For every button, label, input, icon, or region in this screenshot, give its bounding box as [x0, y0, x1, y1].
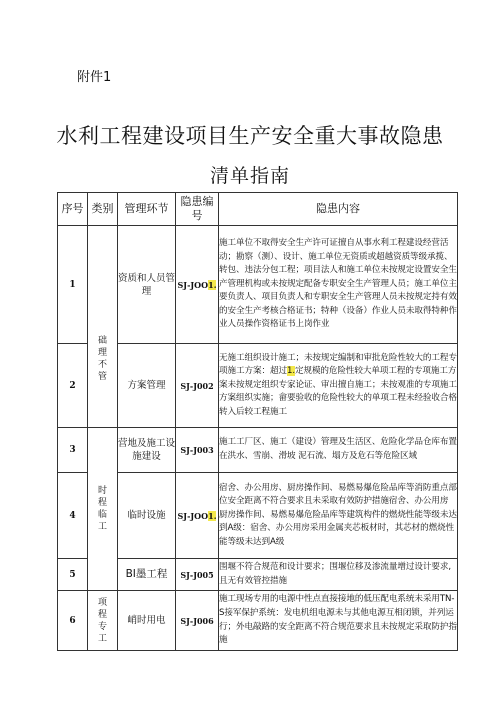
hazard-content: 施工单位不取得安全生产许可证擅自从事水利工程建设经营活动；勘察（测）、设计、施工单位无资质或超越资质等级承揽、转包、违法分包工程；项目法人和施工单位未按规定设置安全生产管理机构或未按规定配备专职安全生产管理人员；施工单位主要负责人、项目负责人和专职安全生产管理人员未按规定持有效的安全生产考核合格证书；特种（设备）作业人员未取得特种作业人员操作资格证书上岗作业	[219, 226, 458, 344]
hazard-code: SJ-J003	[176, 428, 219, 473]
management-cell: 资质和人员管理	[118, 226, 176, 344]
table-row	[58, 591, 458, 651]
col-header-code: 隐患编号	[176, 193, 219, 226]
document-title: 水利工程建设项目生产安全重大事故隐患	[56, 124, 444, 148]
hazard-table	[57, 192, 458, 651]
hazard-code: SJ-J005	[176, 559, 219, 591]
hazard-code: SJ-JOO1.	[176, 226, 219, 344]
category-cell	[88, 428, 118, 591]
table-row	[58, 226, 458, 344]
hazard-code: SJ-JOO1.	[176, 473, 219, 559]
col-header-category: 类别	[88, 193, 118, 226]
row-number: 3	[58, 428, 88, 473]
hazard-code: SJ-J002	[176, 344, 219, 428]
hazard-content: 施工现场专用的电源中性点直接接地的低压配电系统未采用TN-S接军保护系统：发电机组电源未与其他电源互相闭锁，并列运行；外电敲路的安全距离不符合规范要求且未按规定采取防护指施	[219, 591, 458, 651]
col-header-number: 序号	[58, 193, 88, 226]
row-number: 6	[58, 591, 88, 651]
table-row	[58, 473, 458, 559]
hazard-content: 无施工组织设计施工；未按规定编制和审批危险性较大的工程专项施工方案：超过1.定规模的危险性较大单项工程的专项施工方案未按规定组织专家论证、审出擅自施工；未按观准的专项施工方案组织实施；畲要验收的危险性较大的单项工程未经验收合格转入后较工程施工	[219, 344, 458, 428]
row-number: 4	[58, 473, 88, 559]
management-cell: BI墨工程	[118, 559, 176, 591]
col-header-management: 管理环节	[118, 193, 176, 226]
hazard-content: 施工工厂区、施工（建设）管理及生活区、危险化学品仓库布置在洪水、雪崩、滑坡 泥石流、塌方及危石等危险区域	[219, 428, 458, 473]
table-header-row	[58, 193, 458, 226]
hazard-code: SJ-J006	[176, 591, 219, 651]
category-label: 时程临工	[97, 486, 107, 532]
category-label: 础理不管	[97, 336, 107, 382]
management-cell: 营地及施工设施建设	[118, 428, 176, 473]
hazard-content: 围堰不符合规范和设计要求；围堰位移及渗流量增过设计要求,且无有效管控措施	[219, 559, 458, 591]
management-cell: 方案管理	[118, 344, 176, 428]
col-header-content: 隐患内容	[219, 193, 458, 226]
management-cell: 临时设施	[118, 473, 176, 559]
hazard-content: 宿舍、办公用房、厨房操作间、易燃易爆危险品库等消防重点部位安全距离不符合要求且未采取有效防护措施宿舍、办公用房 厨房操作间、易燃易爆危险品库等建筑构件的燃烧性能等级未达到A级：宿舍、办公用房采用金属夹芯板材时，其芯材的燃烧性能等级未达到A级	[219, 473, 458, 559]
table-row	[58, 559, 458, 591]
row-number: 5	[58, 559, 88, 591]
management-cell: 峭时用电	[118, 591, 176, 651]
category-cell	[88, 591, 118, 651]
category-label: 项程专工	[97, 597, 107, 644]
category-cell	[88, 226, 118, 428]
table-row	[58, 344, 458, 428]
document-subtitle: 清单指南	[209, 165, 290, 187]
table-row	[58, 428, 458, 473]
row-number: 2	[58, 344, 88, 428]
attachment-label: 附件1	[77, 70, 112, 85]
row-number: 1	[58, 226, 88, 344]
